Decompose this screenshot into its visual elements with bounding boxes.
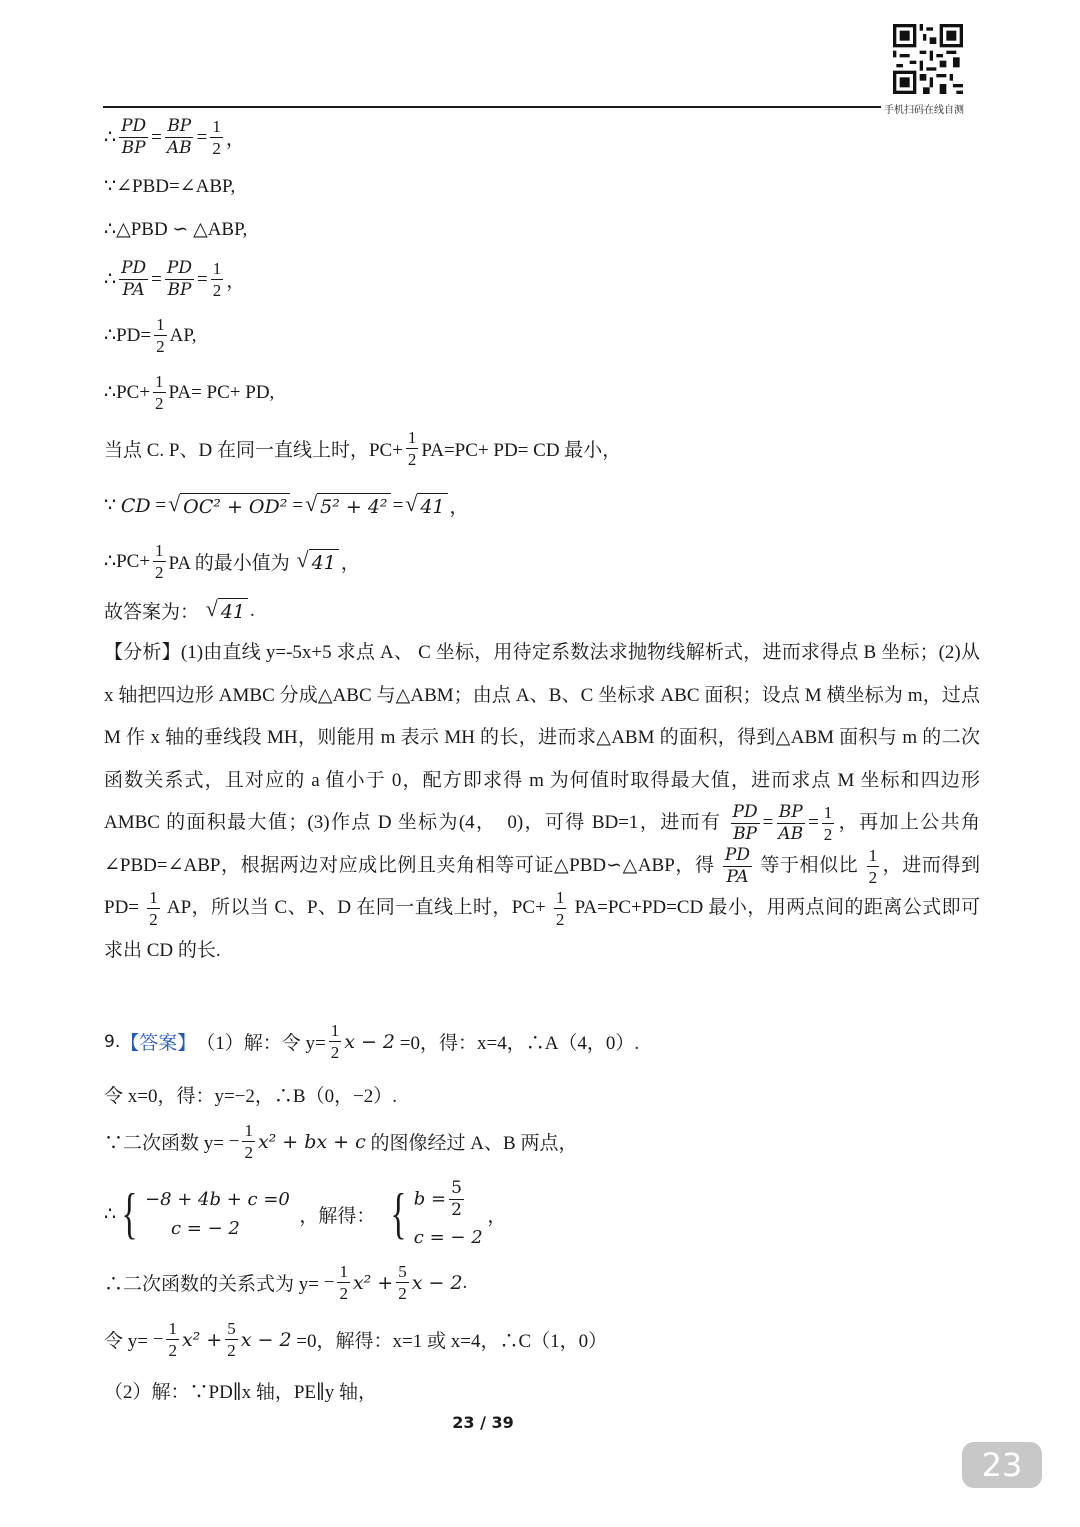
page-number: 23 / 39	[452, 1413, 514, 1432]
answer9-line-3: ∵二次函数 y= − $\frac{1}{2}$ x² + bx + c 的图像经过 A、B 两点，	[104, 1121, 578, 1162]
proof-line-10: 故答案为： √ 41 .	[104, 596, 255, 623]
page-badge: 23	[962, 1442, 1042, 1488]
proof-line-2: ∵∠PBD=∠ABP,	[104, 176, 236, 197]
answer9-line-5: ∴二次函数的关系式为 y= − $\frac{1}{2}$ x² + $\frac{5}{2}$ x − 2 .	[104, 1262, 468, 1303]
qr-code-icon	[893, 24, 963, 94]
proof-line-9: ∴PC+ $\frac{1}{2}$ PA 的最小值为 √ 41 ，	[104, 541, 360, 582]
solution-system: { b = $\frac{5}{2}$ c = − 2	[390, 1178, 483, 1248]
analysis-label: 【分析】	[104, 642, 181, 663]
proof-line-7: 当点 C. P、D 在同一直线上时，PC+ $\frac{1}{2}$ PA=PC+ PD= CD 最小，	[104, 428, 622, 469]
answer9-line-4: ∴ { −8 + 4b + c =0 c = − 2 ，解得： { b = $\frac{5}{2}$ c = − 2 ，	[104, 1178, 507, 1248]
proof-line-5: ∴PD= $\frac{1}{2}$ AP,	[104, 315, 197, 356]
qr-caption: 手机扫码在线自测	[884, 105, 964, 116]
proof-line-1: ∴ $\frac{PD}{BP}$ = $\frac{BP}{AB}$ = $\frac{1}{2}$ ，	[104, 116, 245, 158]
equation-system: { −8 + 4b + c =0 c = − 2	[121, 1183, 290, 1245]
proof-line-4: ∴ $\frac{PD}{PA}$ = $\frac{PD}{BP}$ = $\frac{1}{2}$ ，	[104, 258, 246, 300]
proof-line-8: ∵ CD = √ OC² + OD² = √ 5² + 4² = √ 41 ，	[104, 491, 469, 518]
answer-label: 【答案】	[120, 1033, 197, 1054]
analysis-paragraph: 【分析】(1)由直线 y=-5x+5 求点 A、 C 坐标，用待定系数法求抛物线解析式，进而求得点 B 坐标；(2)从 x 轴把四边形 AMBC 分成△ABC 与△ABM；由点 A、B、C 坐标求 ABC 面积；设点 M 横坐标为 m，过点 M 作 x 轴的垂线段 MH，则能用 m 表示 MH 的长，进而求△ABM 的面积，得到△ABM 面积与 m 的二次函数关系式，且对应的 a 值小于 0，配方即求得 m 为何值时取得最大值，进而求点 M 坐标和四边形 AMBC 的面积最大值；(3)作点 D 坐标为(4， 0)，可得 BD=1，进而有 $\frac{PD}{BP}$ = $\frac{BP}{AB}$ = $\frac{1}{2}$ ，再加上公共角∠PBD=∠ABP，根据两边对应成比例且夹角相等可证△PBD∽△ABP，得 $\frac{PD}{PA}$ 等于相似比 $\frac{1}{2}$ ，进而得到 PD= $\frac{1}{2}$ AP，所以当 C、P、D 在同一直线上时，PC+ $\frac{1}{2}$ PA=PC+PD=CD 最小，用两点间的距离公式即可求出 CD 的长.	[104, 642, 981, 961]
answer9-line-2: 令 x=0，得：y=−2，∴B（0，−2）.	[104, 1086, 398, 1107]
proof-line-6: ∴PC+ $\frac{1}{2}$ PA= PC+ PD,	[104, 372, 275, 413]
answer9-line-7: （2）解：∵PD∥x 轴，PE∥y 轴，	[104, 1382, 378, 1403]
header-rule	[103, 106, 881, 108]
proof-line-3: ∴△PBD ∽ △ABP,	[104, 219, 248, 240]
question-number: 9.	[104, 1031, 121, 1052]
answer9-line-1: 9. 【答案】 （1）解：令 y= $\frac{1}{2}$ x − 2 =0，得：x=4，∴A（4，0）.	[104, 1021, 640, 1062]
answer9-line-6: 令 y= − $\frac{1}{2}$ x² + $\frac{5}{2}$ x − 2 =0，解得：x=1 或 x=4，∴C（1，0）	[104, 1319, 608, 1360]
